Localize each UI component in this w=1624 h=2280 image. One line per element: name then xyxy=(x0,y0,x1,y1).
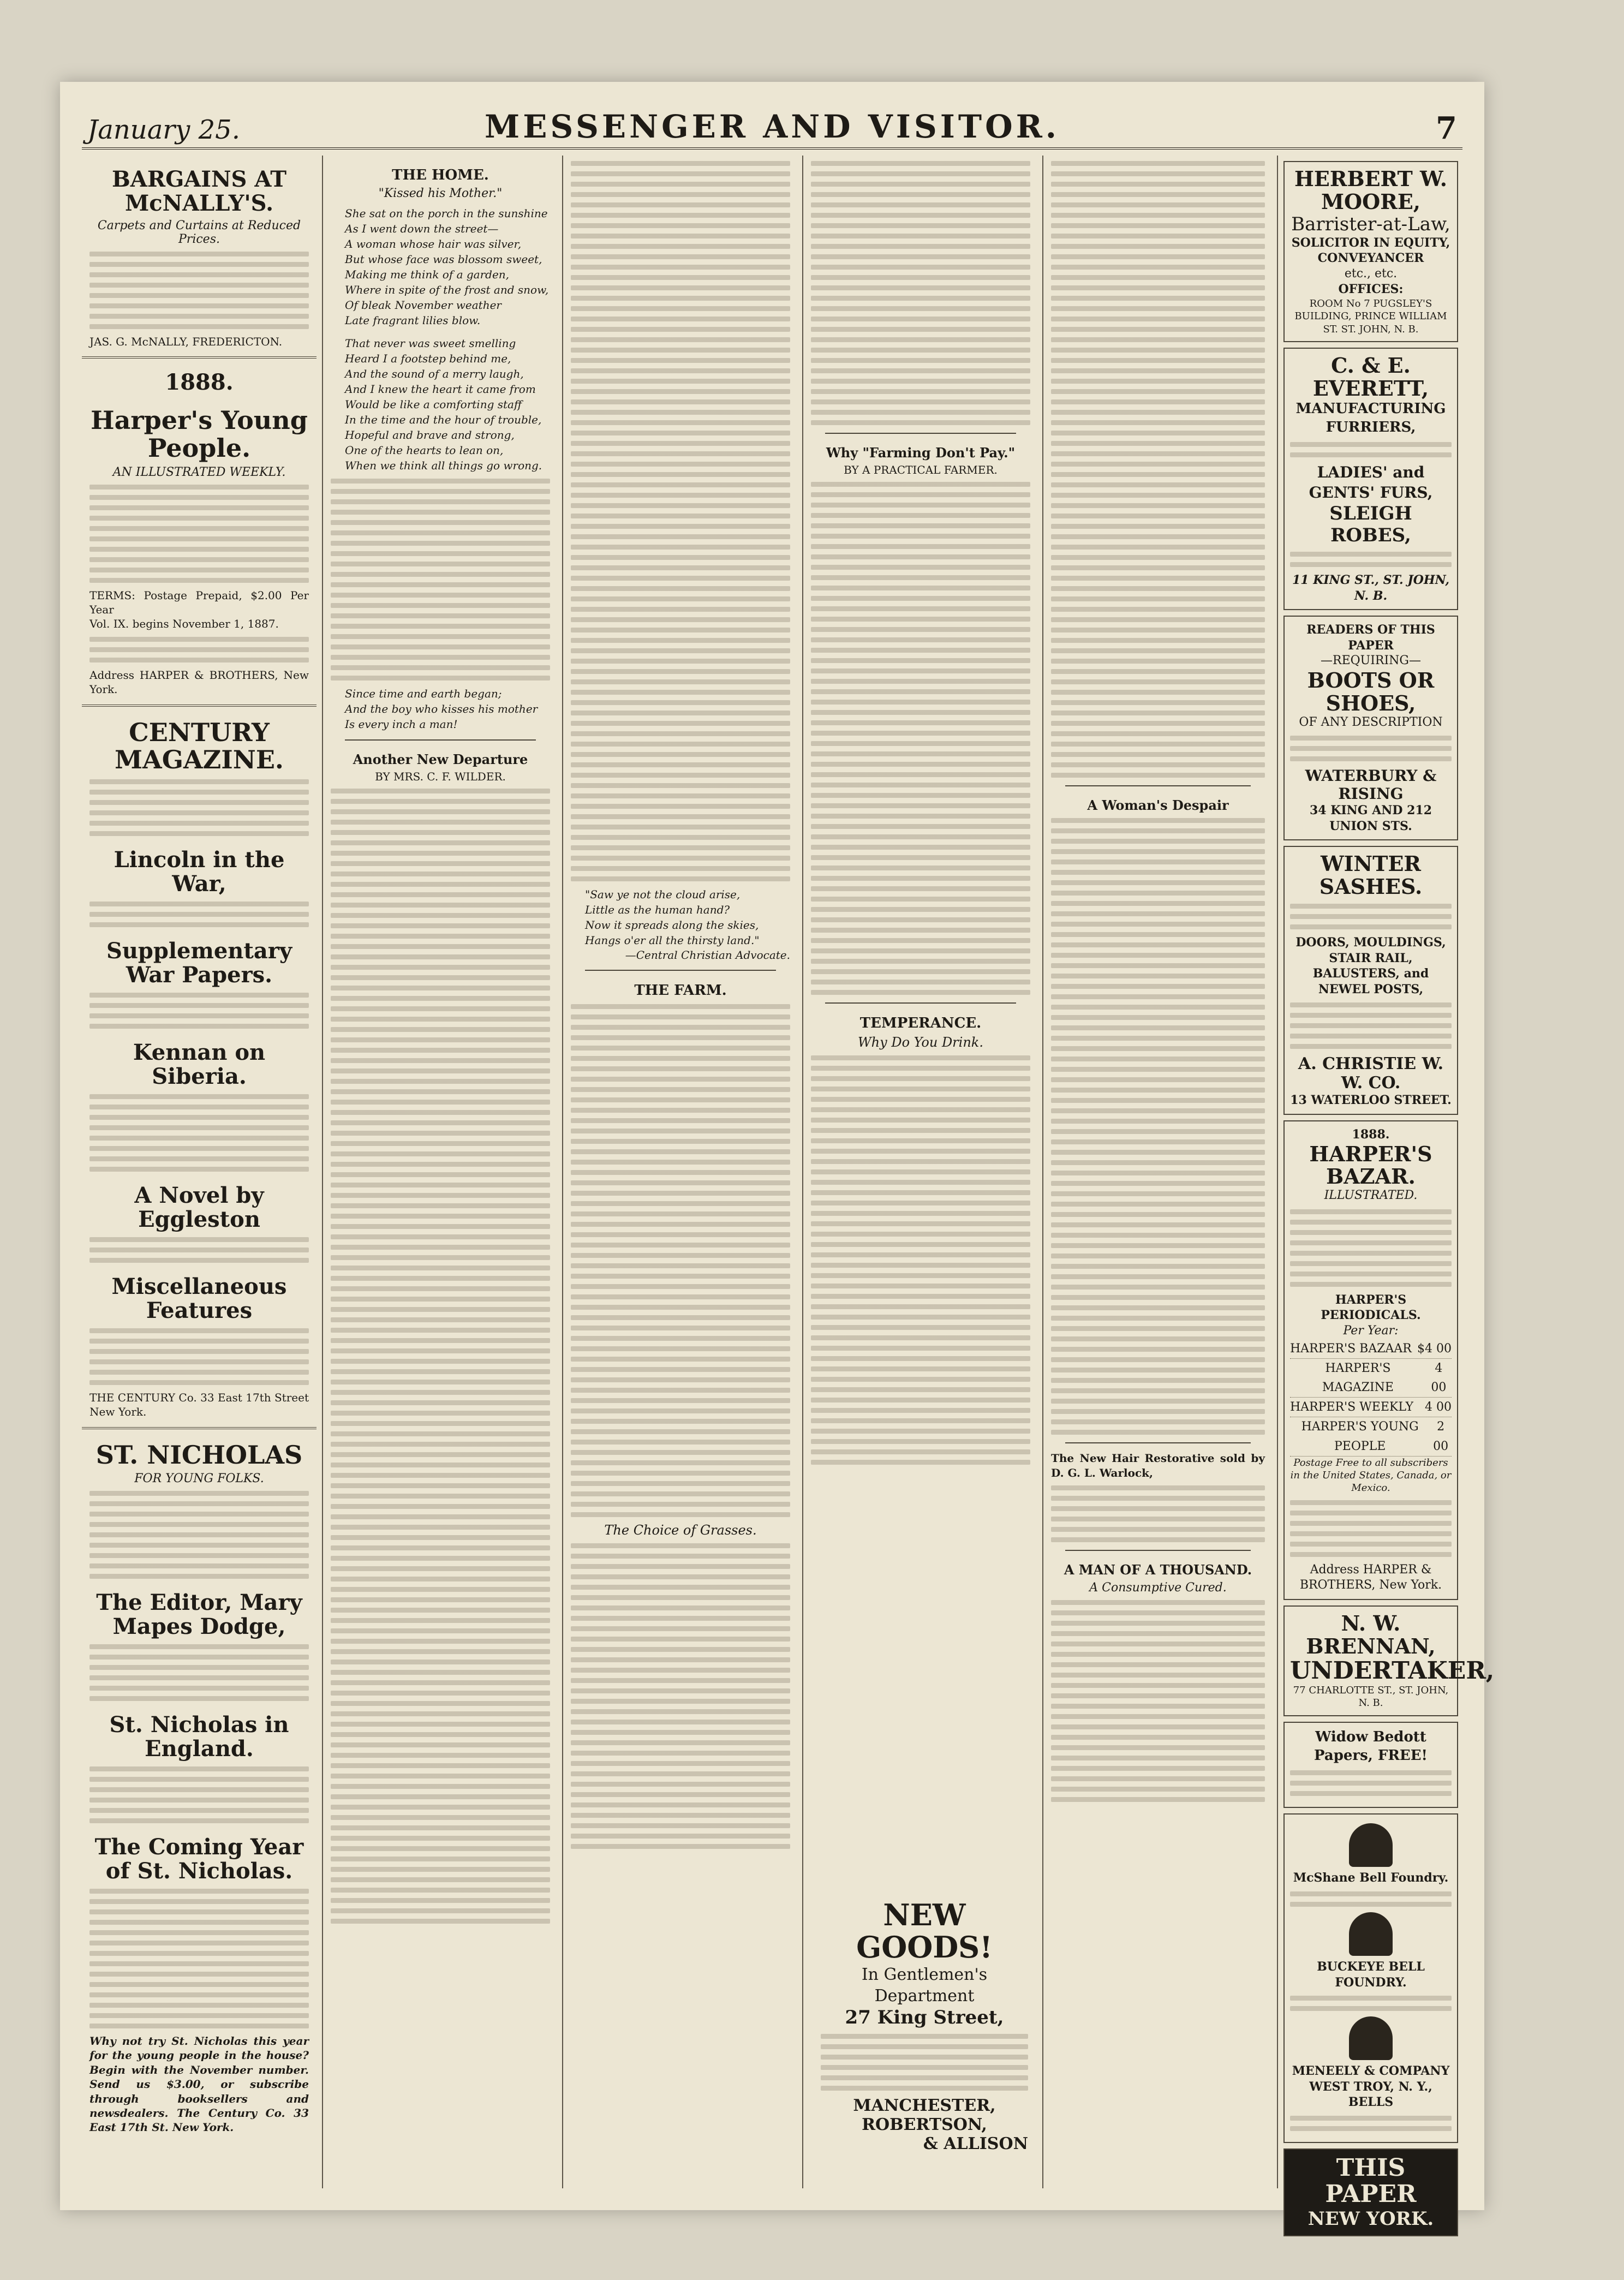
verse-credit: —Central Christian Advocate. xyxy=(625,948,790,962)
editor-body xyxy=(89,1644,309,1701)
poem-line: Hopeful and brave and strong, xyxy=(345,428,515,441)
farm-notes xyxy=(571,1004,790,1517)
bedott-body xyxy=(1290,1770,1452,1796)
column-1 xyxy=(82,156,317,2188)
new-york-line: NEW YORK. xyxy=(1307,2207,1434,2230)
poem-line: That never was sweet smelling xyxy=(345,336,516,350)
everett-sleigh: SLEIGH ROBES, xyxy=(1329,503,1412,547)
poem-line: And I knew the heart it came from xyxy=(345,382,536,396)
farming-title: Why "Farming Don't Pay." xyxy=(826,445,1016,461)
everett-body-2 xyxy=(1290,552,1452,567)
poem-title: "Kissed his Mother." xyxy=(378,186,503,200)
divider xyxy=(1065,1550,1251,1551)
christie-body xyxy=(1290,1002,1452,1049)
poem-line: Heard I a footstep behind me, xyxy=(345,351,511,365)
harpers-notes xyxy=(89,637,309,662)
everett-address: 11 KING ST., ST. JOHN, N. B. xyxy=(1292,573,1450,603)
coming-year-heading: The Coming Year of St. Nicholas. xyxy=(94,1834,304,1884)
harpers-volume: Vol. IX. begins November 1, 1887. xyxy=(89,617,279,631)
column-3-article xyxy=(571,161,790,881)
moore-name: HERBERT W. MOORE, xyxy=(1294,166,1447,214)
harpers-year: 1888. xyxy=(165,369,234,396)
brennan-ad xyxy=(1283,1605,1495,1716)
boots-body xyxy=(1290,736,1452,761)
periodicals-price-list xyxy=(1290,1339,1452,1457)
kennan-body xyxy=(89,1094,309,1172)
bazar-ad xyxy=(1283,1120,1458,1600)
divider xyxy=(1065,1442,1251,1443)
undertaker-heading: UNDERTAKER, xyxy=(1290,1656,1495,1685)
poem-line: Of bleak November weather xyxy=(345,298,501,312)
newspaper-title: MESSENGER AND VISITOR. xyxy=(485,108,1060,145)
bedott-ad xyxy=(1283,1722,1458,1809)
divider xyxy=(82,356,317,359)
column-4 xyxy=(802,156,1038,2188)
harpers-terms: TERMS: Postage Prepaid, $2.00 Per Year xyxy=(89,588,309,616)
poem-line: A woman whose hair was silver, xyxy=(345,237,522,250)
christie-ad xyxy=(1283,846,1458,1115)
column-2 xyxy=(322,156,558,2188)
mcshane-heading: McShane Bell Foundry. xyxy=(1293,1871,1449,1885)
england-body xyxy=(89,1766,309,1823)
article-body xyxy=(331,789,550,1924)
supplementary-heading: Supplementary War Papers. xyxy=(106,938,292,988)
poem-line: As I went down the street— xyxy=(345,222,499,235)
novel-heading: A Novel by Eggleston xyxy=(134,1182,264,1232)
farm-section-heading: THE FARM. xyxy=(634,982,727,999)
poem-line: But whose face was blossom sweet, xyxy=(345,252,542,266)
poem-stanza-2 xyxy=(345,336,550,473)
sashes-heading: WINTER SASHES. xyxy=(1319,851,1423,899)
closing-verse xyxy=(585,887,790,948)
buckeye-body xyxy=(1290,1996,1452,2011)
per-year-label: Per Year: xyxy=(1343,1323,1399,1338)
restorative-body xyxy=(1051,1485,1265,1542)
new-goods-ad xyxy=(815,1894,1034,2159)
grasses-title: The Choice of Grasses. xyxy=(604,1522,757,1538)
description-line: OF ANY DESCRIPTION xyxy=(1299,715,1443,729)
requiring-line: —REQUIRING— xyxy=(1321,654,1421,668)
article-title: Another New Departure xyxy=(353,751,528,767)
farming-body xyxy=(811,482,1030,995)
england-heading: St. Nicholas in England. xyxy=(109,1712,289,1762)
meneely-heading: MENEELY & COMPANY WEST TROY, N. Y., BELLS xyxy=(1292,2064,1450,2110)
readers-line: READERS OF THIS PAPER xyxy=(1306,623,1435,653)
street-line: 27 King Street, xyxy=(845,2006,1004,2028)
divider xyxy=(345,739,536,741)
firm-name-3: & ALLISON xyxy=(923,2134,1028,2153)
bargains-signature: JAS. G. McNALLY, FREDERICTON. xyxy=(89,335,283,348)
firm-name-1: MANCHESTER, xyxy=(853,2096,996,2115)
column-6-advertisements xyxy=(1277,156,1495,2230)
department-line: In Gentlemen's Department xyxy=(861,1965,988,2006)
column-4-article xyxy=(811,161,1030,425)
everett-ad xyxy=(1283,348,1458,610)
columns xyxy=(82,156,1495,2230)
st-nicholas-title: ST. NICHOLAS xyxy=(95,1440,303,1470)
poem-line: Where in spite of the frost and snow, xyxy=(345,283,549,296)
buckeye-heading: BUCKEYE BELL FOUNDRY. xyxy=(1317,1960,1425,1990)
bargains-heading: BARGAINS AT McNALLY'S. xyxy=(112,166,286,216)
temperance-section-heading: TEMPERANCE. xyxy=(859,1015,982,1032)
misc-body xyxy=(89,1328,309,1385)
poem-middle xyxy=(331,479,550,681)
poem-line: Since time and earth began; xyxy=(345,687,502,700)
this-paper-heading: THIS PAPER xyxy=(1325,2153,1417,2209)
periodicals-heading: HARPER'S PERIODICALS. xyxy=(1321,1292,1421,1323)
bazar-subtitle: ILLUSTRATED. xyxy=(1324,1189,1418,1203)
bazar-year: 1888. xyxy=(1352,1127,1390,1142)
price-row: HARPER'S YOUNG PEOPLE 2 00 xyxy=(1290,1417,1452,1456)
poem-line: Late fragrant lilies blow. xyxy=(345,313,481,327)
christie-name: A. CHRISTIE W. W. CO. xyxy=(1298,1054,1444,1093)
farming-author: BY A PRACTICAL FARMER. xyxy=(844,463,998,477)
column-5 xyxy=(1042,156,1273,2188)
moore-subtitle: SOLICITOR IN EQUITY, CONVEYANCER xyxy=(1291,235,1450,266)
restorative-heading: The New Hair Restorative sold by D. G. L. Warlock, xyxy=(1051,1452,1265,1479)
bell-icon xyxy=(1349,2016,1393,2060)
misc-heading: Miscellaneous Features xyxy=(111,1273,287,1323)
divider xyxy=(1065,785,1251,786)
century-intro xyxy=(89,779,309,836)
divider xyxy=(585,970,776,971)
poem-line: And the boy who kisses his mother xyxy=(345,702,538,715)
mcshane-body xyxy=(1290,1891,1452,1907)
bell-icon xyxy=(1349,1823,1393,1867)
poem-line: Now it spreads along the skies, xyxy=(585,918,759,932)
harpers-subtitle: AN ILLUSTRATED WEEKLY. xyxy=(112,465,286,479)
firm-name-2: ROBERTSON, xyxy=(862,2115,987,2134)
bazar-body xyxy=(1290,1209,1452,1287)
price-row: HARPER'S MAGAZINE 4 00 xyxy=(1290,1359,1452,1398)
despair-title: A Woman's Despair xyxy=(1087,797,1229,813)
moore-etc: etc., etc. xyxy=(1344,266,1398,280)
everett-furs: LADIES' and GENTS' FURS, xyxy=(1309,463,1433,502)
divider xyxy=(825,1002,1016,1004)
poem-line: And the sound of a merry laugh, xyxy=(345,367,524,380)
poem-line: In the time and the hour of trouble, xyxy=(345,413,542,426)
despair-body xyxy=(1051,818,1265,1435)
lincoln-heading: Lincoln in the War, xyxy=(114,846,285,897)
brennan-name: N. W. BRENNAN, xyxy=(1306,1611,1436,1658)
coming-year-body xyxy=(89,1889,309,2028)
moore-title: Barrister-at-Law, xyxy=(1291,213,1450,235)
poem-line: Is every inch a man! xyxy=(345,717,458,731)
boots-heading: BOOTS OR SHOES, xyxy=(1307,668,1435,715)
moore-address: ROOM No 7 PUGSLEY'S BUILDING, PRINCE WILLIAM ST. ST. JOHN, N. B. xyxy=(1294,297,1447,335)
bell-foundry-ads xyxy=(1283,1813,1458,2143)
newspaper-page xyxy=(60,82,1495,2230)
poem-line: One of the hearts to lean on, xyxy=(345,443,504,457)
bargains-subheading: Carpets and Curtains at Reduced Prices. xyxy=(97,219,301,246)
poem-line: Making me think of a garden, xyxy=(345,267,510,281)
price-row: HARPER'S BAZAAR $4 00 xyxy=(1290,1339,1452,1359)
bell-icon xyxy=(1349,1912,1393,1956)
harpers-body xyxy=(89,485,309,583)
article-author: BY MRS. C. F. WILDER. xyxy=(375,769,506,783)
poem-stanza-1 xyxy=(345,206,550,328)
waterbury-name: WATERBURY & RISING xyxy=(1305,767,1437,803)
thousand-subtitle: A Consumptive Cured. xyxy=(1089,1580,1227,1595)
st-nicholas-subtitle: FOR YOUNG FOLKS. xyxy=(134,1472,264,1486)
bedott-heading: Widow Bedott Papers, FREE! xyxy=(1314,1728,1428,1764)
kennan-heading: Kennan on Siberia. xyxy=(133,1039,266,1089)
masthead xyxy=(82,98,1462,150)
everett-name: C. & E. EVERETT, xyxy=(1312,353,1429,401)
lincoln-body xyxy=(89,902,309,927)
everett-body-1 xyxy=(1290,442,1452,457)
everett-title: MANUFACTURING FURRIERS, xyxy=(1295,400,1446,435)
poem-line: Would be like a comforting staff xyxy=(345,397,522,411)
novel-body xyxy=(89,1237,309,1263)
poem-ending xyxy=(345,686,550,732)
st-nicholas-closing: Why not try St. Nicholas this year for the young people in the house? Begin with the November number. Send us $3.00, or subscribe through booksellers and newsdealers. The Century Co. 33 East 17th St. New York. xyxy=(89,2034,309,2134)
poem-line: "Saw ye not the cloud arise, xyxy=(585,888,741,901)
column-5-article xyxy=(1051,161,1265,778)
grasses-body xyxy=(571,1543,790,1849)
divider xyxy=(825,433,1016,434)
sashes-body xyxy=(1290,904,1452,929)
bazar-address: Address HARPER & BROTHERS, New York. xyxy=(1299,1562,1442,1592)
moore-offices: OFFICES: xyxy=(1338,282,1404,297)
new-goods-heading: NEW GOODS! xyxy=(856,1897,993,1965)
century-signature: THE CENTURY Co. 33 East 17th Street New York. xyxy=(89,1390,309,1419)
st-nicholas-body xyxy=(89,1491,309,1579)
moore-ad xyxy=(1283,161,1458,342)
bargains-body xyxy=(89,252,309,329)
this-paper-ad xyxy=(1283,2148,1458,2236)
page-number: 7 xyxy=(1436,110,1457,146)
century-title: CENTURY MAGAZINE. xyxy=(115,717,284,775)
harpers-title: Harper's Young People. xyxy=(91,405,308,463)
doors-line: DOORS, MOULDINGS, STAIR RAIL, BALUSTERS, and NEWEL POSTS, xyxy=(1295,935,1446,996)
drink-title: Why Do You Drink. xyxy=(858,1034,983,1050)
new-goods-body xyxy=(821,2034,1028,2091)
bazar-body-2 xyxy=(1290,1500,1452,1557)
price-row: HARPER'S WEEKLY 4 00 xyxy=(1290,1398,1452,1417)
poem-line: She sat on the porch in the sunshine xyxy=(345,206,548,220)
divider xyxy=(82,705,317,707)
bazar-title: HARPER'S BAZAR. xyxy=(1309,1141,1432,1189)
thousand-body xyxy=(1051,1600,1265,1802)
column-3 xyxy=(562,156,798,2188)
harpers-address: Address HARPER & BROTHERS, New York. xyxy=(89,668,309,696)
home-section-heading: THE HOME. xyxy=(392,167,489,183)
editor-heading: The Editor, Mary Mapes Dodge, xyxy=(96,1590,302,1640)
brennan-address: 77 CHARLOTTE ST., ST. JOHN, N. B. xyxy=(1293,1685,1449,1709)
divider xyxy=(82,1427,317,1429)
drink-body xyxy=(811,1055,1030,1465)
supplementary-body xyxy=(89,993,309,1029)
poem-line: Hangs o'er all the thirsty land." xyxy=(585,934,760,947)
christie-address: 13 WATERLOO STREET. xyxy=(1290,1093,1452,1108)
waterbury-address: 34 KING AND 212 UNION STS. xyxy=(1309,803,1432,833)
issue-date: January 25. xyxy=(87,115,240,145)
thousand-title: A MAN OF A THOUSAND. xyxy=(1064,1562,1252,1578)
boots-ad xyxy=(1283,616,1458,840)
poem-line: When we think all things go wrong. xyxy=(345,458,542,472)
meneely-body xyxy=(1290,2116,1452,2131)
poem-line: Little as the human hand? xyxy=(585,903,730,916)
postage-note: Postage Free to all subscribers in the United States, Canada, or Mexico. xyxy=(1290,1457,1452,1494)
